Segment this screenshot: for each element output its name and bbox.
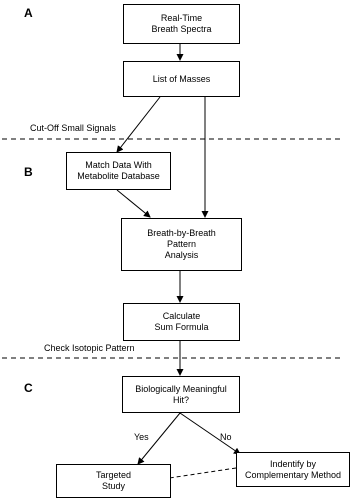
edge-label-no: No	[220, 432, 232, 442]
node-text-line: Calculate	[162, 311, 201, 321]
node-breath-pattern-analysis	[121, 218, 242, 271]
node-targeted-study	[56, 464, 171, 498]
node-list-of-masses	[123, 61, 240, 97]
node-text-line: Indentify by	[269, 458, 317, 469]
node-identify-complementary-method	[236, 452, 350, 487]
node-text-line: Breath Spectra	[151, 24, 212, 34]
section-label-a: A	[24, 6, 33, 20]
node-text-line: Match Data With	[85, 160, 152, 170]
node-text-line: Breath-by-Breath	[147, 228, 216, 238]
node-text-line: Biologically Meaningful	[135, 383, 227, 394]
section-label-b: B	[24, 165, 33, 179]
note-check-isotopic-pattern: Check Isotopic Pattern	[44, 343, 135, 353]
node-calculate-sum-formula	[123, 303, 240, 341]
node-text-line: Hit?	[172, 394, 189, 405]
edge-label-yes: Yes	[134, 432, 149, 442]
node-match-metabolite-database	[66, 152, 171, 190]
node-text-line: Real-Time	[160, 13, 203, 23]
node-text-line: Analysis	[164, 250, 199, 260]
node-real-time-breath-spectra	[123, 4, 240, 44]
node-biologically-meaningful-hit	[122, 376, 240, 413]
note-cutoff-small-signals: Cut-Off Small Signals	[30, 123, 116, 133]
arrow-match-to-pattern	[117, 190, 150, 217]
node-text-line: Complementary Method	[244, 469, 342, 480]
section-label-c: C	[24, 381, 33, 395]
arrow-masses-to-match	[117, 97, 160, 152]
node-text-line: Sum Formula	[154, 322, 209, 332]
node-text-line: Pattern	[166, 239, 197, 249]
node-text-line: Targeted	[95, 470, 132, 480]
node-text-line: Study	[101, 481, 125, 491]
node-text-line: Metabolite Database	[77, 171, 160, 181]
node-text-line: List of Masses	[152, 73, 211, 84]
